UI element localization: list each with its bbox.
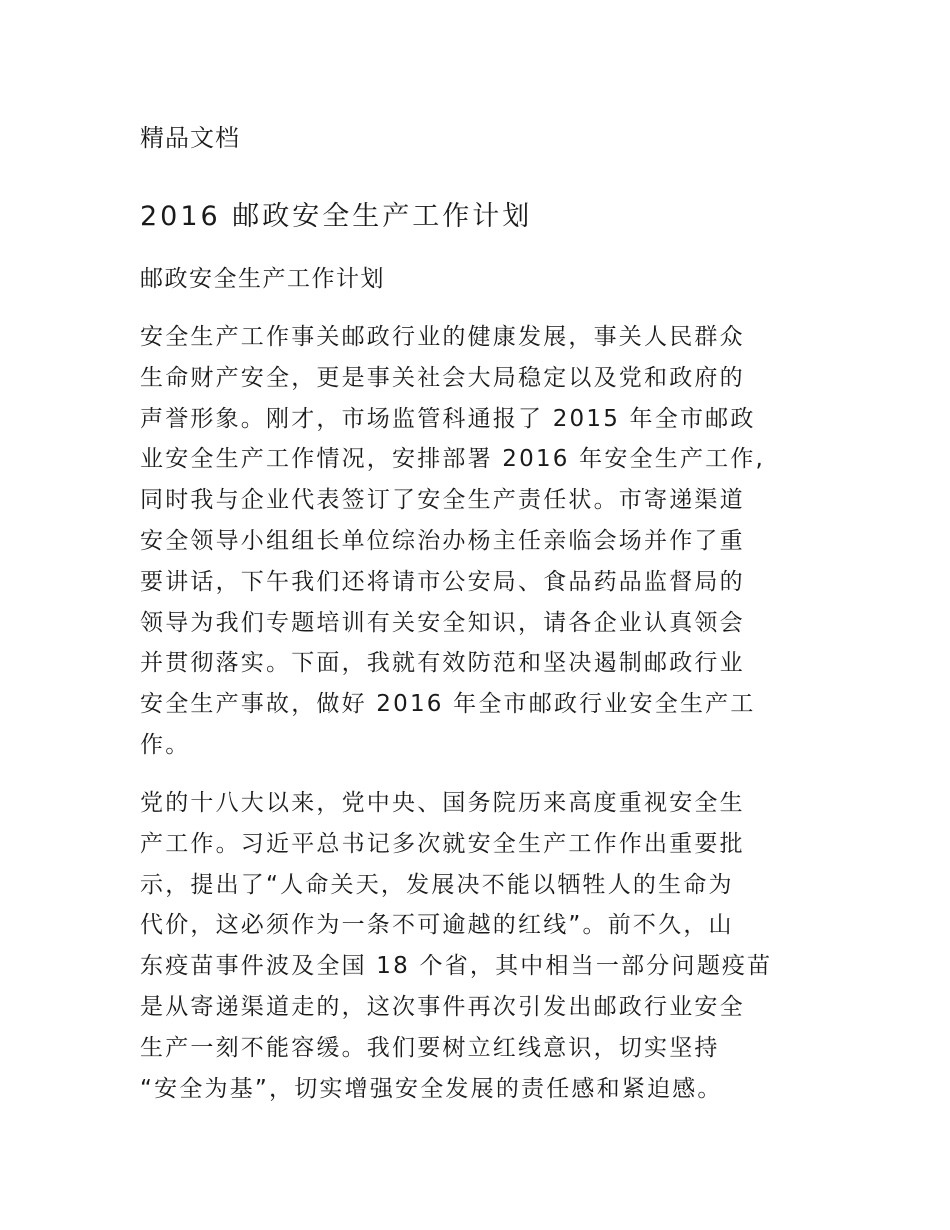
- body-paragraph: 安全生产工作事关邮政行业的健康发展，事关人民群众 生命财产安全，更是事关社会大局稳定以及党和政府的 声誉形象。刚才，市场监管科通报了 2015 年全市邮政 业安全生产工作情况，安排部署 2016 年安全生产工作, 同时我与企业代表签订了安全生产责任状。市寄递渠道 安全领导小组组长单位综治办杨主任亲临会场并作了重 要讲话，下午我们还将请市公安局、食品药品监督局的 领导为我们专题培训有关安全知识，请各企业认真领会 并贯彻落实。下面，我就有效防范和坚决遏制邮政行业 安全生产事故，做好 2016 年全市邮政行业安全生产工 作。: [140, 324, 766, 758]
- body-paragraph: 党的十八大以来，党中央、国务院历来高度重视安全生 产工作。习近平总书记多次就安全生产工作作出重要批 示，提出了“人命关天，发展决不能以牺牲人的生命为 代价，这必须作为一条不可逾越的红线”。前不久，山 东疫苗事件波及全国 18 个省，其中相当一部分问题疫苗 是从寄递渠道走的，这次事件再次引发出邮政行业安全 生产一刻不能容缓。我们要树立红线意识，切实坚持 “安全为基”，切实增强安全发展的责任感和紧迫感。: [140, 790, 773, 1102]
- document-subtitle: 邮政安全生产工作计划: [140, 266, 385, 292]
- header-label: 精品文档: [140, 124, 240, 152]
- document-title: 2016 邮政安全生产工作计划: [140, 201, 533, 232]
